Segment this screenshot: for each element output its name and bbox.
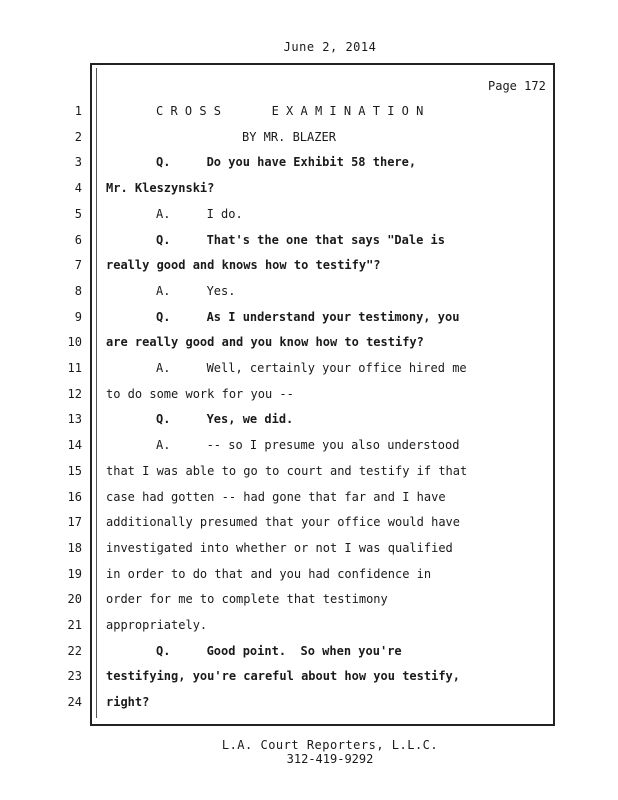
line-number: 23 <box>67 669 82 684</box>
line-number: 1 <box>74 104 82 118</box>
line-number: 7 <box>74 258 82 273</box>
line-text: are really good and you know how to testify? <box>106 335 424 350</box>
transcript-line <box>60 101 555 121</box>
line-number: 3 <box>74 155 82 170</box>
transcript-line <box>60 589 555 609</box>
transcript-line <box>60 358 555 378</box>
transcript-line <box>60 178 555 198</box>
line-text: really good and knows how to testify"? <box>106 258 381 273</box>
transcript-line <box>60 487 555 507</box>
line-text: A. Yes. <box>156 283 236 298</box>
line-text: Q. Good point. So when you're <box>156 643 402 658</box>
transcript-date: June 2, 2014 <box>283 40 377 54</box>
line-text: testifying, you're careful about how you testify, <box>106 669 461 684</box>
transcript-line <box>60 332 555 352</box>
line-number: 15 <box>67 463 82 478</box>
line-number: 6 <box>74 232 82 247</box>
transcript-line <box>60 512 555 532</box>
line-number: 2 <box>74 129 82 144</box>
transcript-line <box>60 538 555 558</box>
line-number: 11 <box>67 361 82 375</box>
line-number: 18 <box>67 540 82 555</box>
transcript-line <box>60 564 555 584</box>
transcript-line <box>60 435 555 455</box>
line-text: right? <box>106 695 150 710</box>
line-text: appropriately. <box>106 618 208 632</box>
transcript-line <box>60 230 555 250</box>
line-number: 8 <box>74 283 82 298</box>
transcript-line <box>60 152 555 172</box>
line-number: 12 <box>67 386 82 401</box>
line-text: order for me to complete that testimony <box>106 592 388 607</box>
transcript-line <box>60 281 555 301</box>
line-text: Q. That's the one that says "Dale is <box>156 232 445 247</box>
transcript-line <box>60 409 555 429</box>
transcript-line <box>60 666 555 686</box>
line-number: 20 <box>67 592 82 607</box>
line-text: case had gotten -- had gone that far and I have <box>106 489 446 504</box>
line-text: to do some work for you -- <box>106 386 294 401</box>
transcript-line <box>60 255 555 275</box>
line-number: 13 <box>67 412 82 427</box>
footer-phone: 312-419-9292 <box>286 752 374 766</box>
line-number: 14 <box>67 438 82 453</box>
transcript-line <box>60 204 555 224</box>
line-number: 5 <box>74 206 82 221</box>
line-number: 4 <box>74 181 82 196</box>
line-text: additionally presumed that your office would have <box>106 515 461 530</box>
line-text: A. I do. <box>156 206 243 221</box>
line-number: 10 <box>67 335 82 350</box>
line-text: BY MR. BLAZER <box>242 129 336 144</box>
footer-company: L.A. Court Reporters, L.L.C. <box>221 738 439 752</box>
transcript-line <box>60 307 555 327</box>
transcript-line <box>60 692 555 712</box>
transcript-line <box>60 127 555 147</box>
line-text: A. Well, certainly your office hired me <box>156 361 467 375</box>
line-text: investigated into whether or not I was qualified <box>106 540 453 555</box>
transcript-line <box>60 641 555 661</box>
line-number: 16 <box>67 489 82 504</box>
line-text: Q. Do you have Exhibit 58 there, <box>156 155 417 170</box>
line-number: 17 <box>67 515 82 530</box>
line-number: 19 <box>67 566 82 581</box>
line-text: Mr. Kleszynski? <box>106 181 215 196</box>
transcript-line <box>60 461 555 481</box>
line-text: Q. As I understand your testimony, you <box>156 309 460 324</box>
line-text: in order to do that and you had confidence in <box>106 566 432 581</box>
transcript-line <box>60 384 555 404</box>
line-number: 9 <box>74 309 82 324</box>
line-number: 21 <box>67 618 82 632</box>
page-number: Page 172 <box>488 79 546 93</box>
line-text: A. -- so I presume you also understood <box>156 438 460 453</box>
line-text: Q. Yes, we did. <box>156 412 294 427</box>
line-text: C R O S S E X A M I N A T I O N <box>156 104 424 118</box>
line-number: 24 <box>67 695 82 710</box>
line-number: 22 <box>67 643 82 658</box>
transcript-line <box>60 615 555 635</box>
line-text: that I was able to go to court and testify if that <box>106 463 468 478</box>
